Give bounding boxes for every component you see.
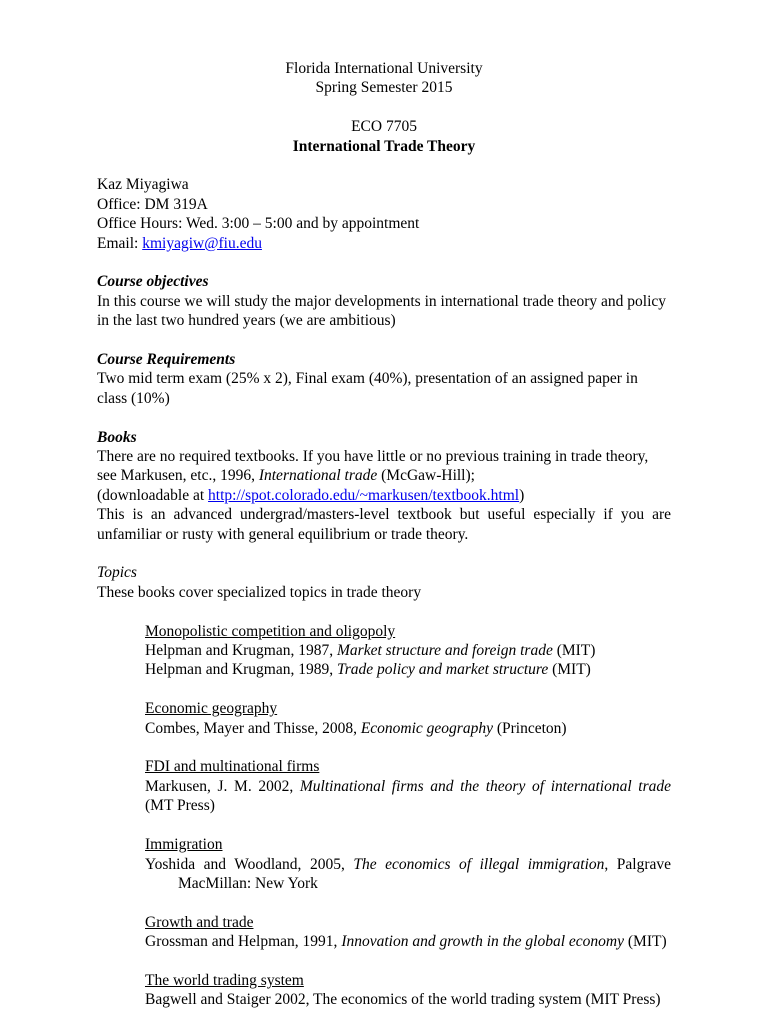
ref-authors: Grossman and Helpman, 1991, <box>145 933 342 951</box>
books-intro-book-title: International trade <box>258 467 378 485</box>
topic-section-growth-and-trade <box>145 913 671 952</box>
ref-authors: Yoshida and Woodland, 2005, <box>145 855 354 873</box>
ref-authors: Helpman and Krugman, 1987, <box>145 642 337 660</box>
topics-heading: Topics <box>97 564 137 582</box>
instructor-office: Office: DM 319A <box>97 195 208 213</box>
reference <box>145 641 671 660</box>
topics-intro-section <box>97 563 671 602</box>
header-course <box>97 117 671 156</box>
books-intro <box>97 447 671 486</box>
ref-publisher: , Palgrave MacMillan: New York <box>178 855 671 892</box>
topic-section-immigration <box>145 835 671 893</box>
course-requirements-section <box>97 350 671 408</box>
ref-book-title: Market structure and foreign trade <box>337 642 553 660</box>
books-intro-publisher: (McGaw-Hill); <box>377 467 475 485</box>
ref-book-title: Trade policy and market structure <box>337 661 549 679</box>
reference <box>145 855 671 894</box>
ref-publisher: (MIT) <box>624 933 667 951</box>
textbook-url-link[interactable]: http://spot.colorado.edu/~markusen/textbook.html <box>208 486 520 504</box>
instructor-block <box>97 175 671 253</box>
topic-section-monopolistic-competition <box>145 622 671 680</box>
ref-book-title: Multinational firms and the theory of international trade <box>299 777 671 795</box>
ref-publisher: (MT Press) <box>145 797 215 815</box>
reference <box>145 932 671 951</box>
books-download-line <box>97 486 671 505</box>
course-objectives-section <box>97 272 671 330</box>
topic-section-economic-geography <box>145 699 671 738</box>
semester-line: Spring Semester 2015 <box>315 79 453 97</box>
reference <box>145 660 671 679</box>
ref-authors: Markusen, J. M. 2002, <box>145 777 300 795</box>
instructor-name: Kaz Miyagiwa <box>97 176 189 194</box>
reference <box>145 990 671 1009</box>
reference <box>145 777 671 816</box>
download-label: (downloadable at <box>97 486 209 504</box>
requirements-body: Two mid term exam (25% x 2), Final exam (40%), presentation of an assigned paper in class (10%) <box>97 370 638 407</box>
topic-title: Economic geography <box>145 700 278 718</box>
university-name: Florida International University <box>285 60 483 77</box>
course-code: ECO 7705 <box>351 118 417 136</box>
topic-title: Monopolistic competition and oligopoly <box>145 622 396 640</box>
topic-title: The world trading system <box>145 971 304 989</box>
ref-authors: Combes, Mayer and Thisse, 2008, <box>145 719 361 737</box>
requirements-heading: Course Requirements <box>97 351 236 369</box>
ref-book-title: The economics of illegal immigration <box>353 855 605 873</box>
header-institution <box>97 59 671 98</box>
topics-intro: These books cover specialized topics in trade theory <box>97 583 422 601</box>
books-section <box>97 428 671 544</box>
ref-publisher: (MIT) <box>552 642 596 660</box>
books-intro-text: There are no required textbooks. If you have little or no previous training in trade theory, see Markusen, etc., 1996, <box>97 448 649 485</box>
topic-section-world-trading-system <box>145 971 671 1010</box>
ref-authors: Helpman and Krugman, 1989, <box>145 661 337 679</box>
reference <box>145 719 671 738</box>
email-label: Email: <box>97 234 143 252</box>
ref-book-title: Economic geography <box>360 719 493 737</box>
topic-title: Growth and trade <box>145 913 254 931</box>
ref-publisher: (MIT) <box>548 661 591 679</box>
ref-authors: Bagwell and Staiger 2002, The economics of the world trading system (MIT Press) <box>145 991 661 1009</box>
books-heading: Books <box>97 428 137 446</box>
instructor-email-line <box>97 234 671 253</box>
books-note: This is an advanced undergrad/masters-level textbook but useful especially if you are unfamiliar or rusty with general equilibrium or trade theory. <box>97 506 671 543</box>
course-title: International Trade Theory <box>292 137 476 155</box>
topic-title: Immigration <box>145 836 223 854</box>
ref-publisher: (Princeton) <box>492 719 567 737</box>
objectives-heading: Course objectives <box>97 273 209 291</box>
ref-book-title: Innovation and growth in the global economy <box>341 933 625 951</box>
email-link[interactable]: kmiyagiw@fiu.edu <box>142 234 262 252</box>
objectives-body: In this course we will study the major developments in international trade theory and policy in the last two hundred years (we are ambitious) <box>97 292 667 330</box>
topic-section-fdi-multinational-firms <box>145 757 671 815</box>
instructor-office-hours: Office Hours: Wed. 3:00 – 5:00 and by appointment <box>97 215 420 233</box>
topic-title: FDI and multinational firms <box>145 758 320 776</box>
download-close-paren: ) <box>519 486 525 504</box>
